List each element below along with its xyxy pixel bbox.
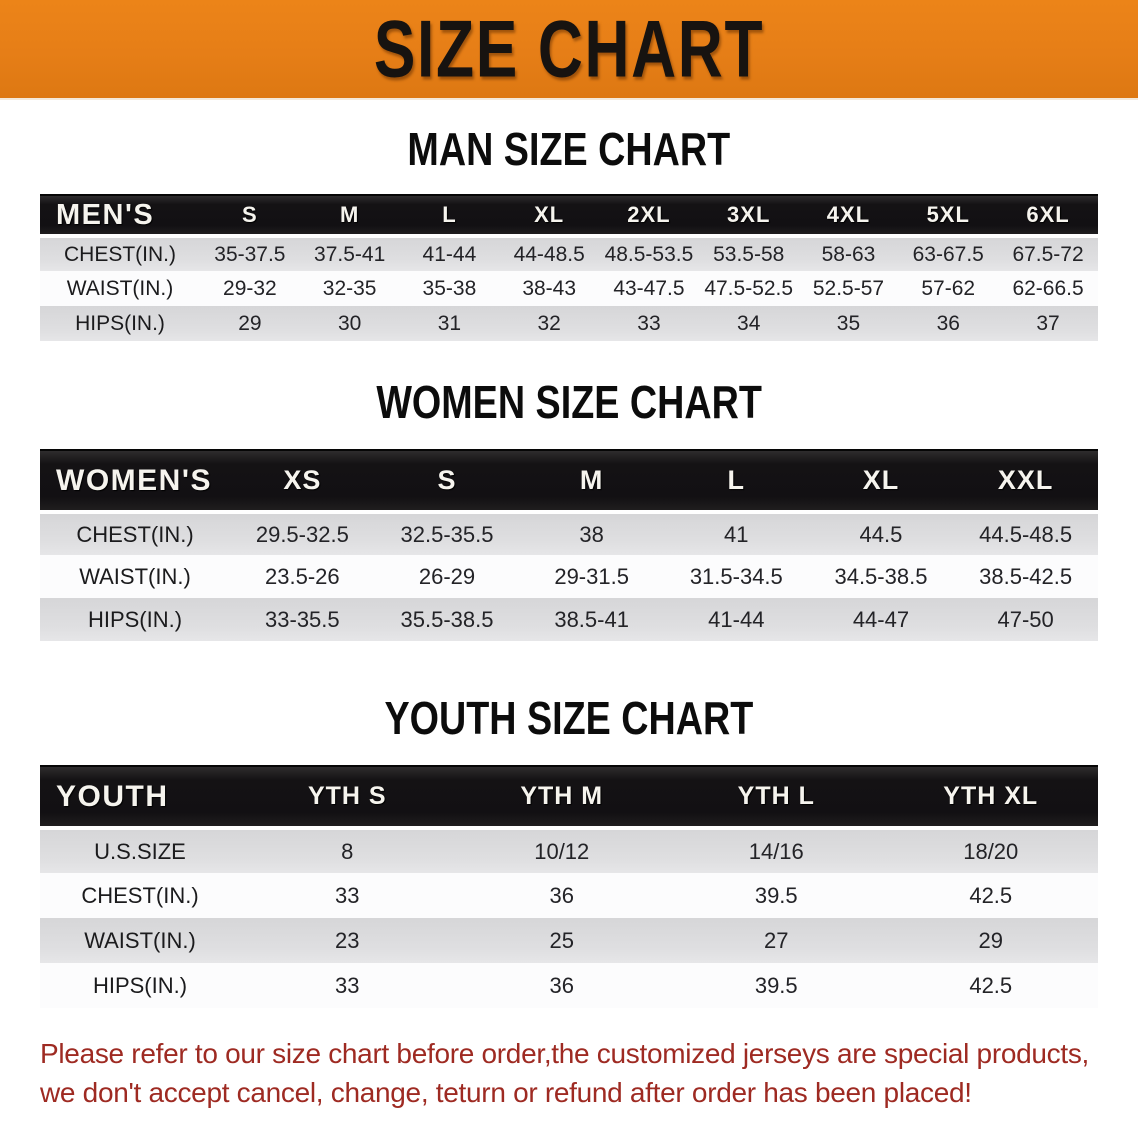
size-value-cell: 44-47 bbox=[809, 598, 954, 641]
row-label: WAIST(IN.) bbox=[40, 271, 200, 306]
table-row bbox=[40, 306, 1098, 341]
table-row bbox=[40, 555, 1098, 598]
row-label: WAIST(IN.) bbox=[40, 555, 230, 598]
size-value-cell: 57-62 bbox=[898, 271, 998, 306]
size-value-cell: 29-32 bbox=[200, 271, 300, 306]
size-value-cell: 29 bbox=[884, 918, 1099, 963]
row-label: HIPS(IN.) bbox=[40, 963, 240, 1008]
women-section-heading bbox=[0, 376, 1138, 428]
size-value-cell: 27 bbox=[669, 918, 884, 963]
size-value-cell: 23.5-26 bbox=[230, 555, 375, 598]
size-value-cell: 53.5-58 bbox=[699, 236, 799, 271]
size-column-header: M bbox=[519, 450, 664, 512]
size-value-cell: 29 bbox=[200, 306, 300, 341]
row-label: CHEST(IN.) bbox=[40, 873, 240, 918]
size-header-row bbox=[40, 766, 1098, 828]
size-value-cell: 32 bbox=[499, 306, 599, 341]
size-value-cell: 48.5-53.5 bbox=[599, 236, 699, 271]
size-value-cell: 33 bbox=[599, 306, 699, 341]
size-value-cell: 33 bbox=[240, 873, 455, 918]
size-value-cell: 36 bbox=[455, 963, 670, 1008]
size-column-header: 4XL bbox=[799, 195, 899, 236]
size-value-cell: 37.5-41 bbox=[300, 236, 400, 271]
disclaimer-line-2: we don't accept cancel, change, teturn or refund after order has been placed! bbox=[40, 1077, 972, 1109]
size-value-cell: 52.5-57 bbox=[799, 271, 899, 306]
size-value-cell: 35-37.5 bbox=[200, 236, 300, 271]
size-value-cell: 63-67.5 bbox=[898, 236, 998, 271]
row-label: HIPS(IN.) bbox=[40, 306, 200, 341]
size-value-cell: 26-29 bbox=[375, 555, 520, 598]
size-value-cell: 44.5 bbox=[809, 512, 954, 555]
men-size-table bbox=[40, 194, 1098, 341]
size-value-cell: 42.5 bbox=[884, 963, 1099, 1008]
size-value-cell: 33 bbox=[240, 963, 455, 1008]
size-value-cell: 31 bbox=[400, 306, 500, 341]
table-row bbox=[40, 236, 1098, 271]
size-column-header: L bbox=[400, 195, 500, 236]
size-column-header: 5XL bbox=[898, 195, 998, 236]
size-value-cell: 41-44 bbox=[664, 598, 809, 641]
size-value-cell: 38.5-42.5 bbox=[953, 555, 1098, 598]
size-value-cell: 43-47.5 bbox=[599, 271, 699, 306]
size-value-cell: 25 bbox=[455, 918, 670, 963]
size-value-cell: 33-35.5 bbox=[230, 598, 375, 641]
size-value-cell: 36 bbox=[455, 873, 670, 918]
size-value-cell: 8 bbox=[240, 828, 455, 873]
women-size-table bbox=[40, 449, 1098, 641]
banner-title: SIZE CHART bbox=[373, 3, 765, 95]
size-value-cell: 35.5-38.5 bbox=[375, 598, 520, 641]
row-label: HIPS(IN.) bbox=[40, 598, 230, 641]
size-value-cell: 38-43 bbox=[499, 271, 599, 306]
size-value-cell: 42.5 bbox=[884, 873, 1099, 918]
size-column-header: YTH XL bbox=[884, 766, 1099, 828]
row-label: CHEST(IN.) bbox=[40, 512, 230, 555]
size-column-header: L bbox=[664, 450, 809, 512]
table-row bbox=[40, 828, 1098, 873]
size-column-header: XL bbox=[499, 195, 599, 236]
size-column-header: YTH S bbox=[240, 766, 455, 828]
row-label: CHEST(IN.) bbox=[40, 236, 200, 271]
size-value-cell: 41 bbox=[664, 512, 809, 555]
size-column-header: XL bbox=[809, 450, 954, 512]
table-row bbox=[40, 512, 1098, 555]
size-value-cell: 10/12 bbox=[455, 828, 670, 873]
size-value-cell: 35-38 bbox=[400, 271, 500, 306]
size-column-header: XXL bbox=[953, 450, 1098, 512]
man-section-heading bbox=[0, 123, 1138, 175]
size-value-cell: 29.5-32.5 bbox=[230, 512, 375, 555]
size-value-cell: 32-35 bbox=[300, 271, 400, 306]
size-value-cell: 34.5-38.5 bbox=[809, 555, 954, 598]
size-value-cell: 44-48.5 bbox=[499, 236, 599, 271]
disclaimer-line-1: Please refer to our size chart before order,the customized jerseys are special products, bbox=[40, 1038, 1090, 1069]
youth-heading-text: YOUTH SIZE CHART bbox=[384, 692, 754, 744]
size-value-cell: 18/20 bbox=[884, 828, 1099, 873]
row-label: WAIST(IN.) bbox=[40, 918, 240, 963]
size-value-cell: 31.5-34.5 bbox=[664, 555, 809, 598]
youth-corner-label: YOUTH bbox=[40, 766, 240, 828]
table-row bbox=[40, 598, 1098, 641]
size-column-header: YTH L bbox=[669, 766, 884, 828]
size-value-cell: 29-31.5 bbox=[519, 555, 664, 598]
size-column-header: S bbox=[375, 450, 520, 512]
size-chart-banner bbox=[0, 0, 1138, 100]
size-value-cell: 44.5-48.5 bbox=[953, 512, 1098, 555]
youth-size-table bbox=[40, 765, 1098, 1008]
size-value-cell: 38.5-41 bbox=[519, 598, 664, 641]
size-value-cell: 62-66.5 bbox=[998, 271, 1098, 306]
women-size-table-host bbox=[0, 449, 1138, 641]
size-value-cell: 35 bbox=[799, 306, 899, 341]
women-corner-label: WOMEN'S bbox=[40, 450, 230, 512]
disclaimer-text bbox=[40, 1034, 1100, 1112]
youth-size-table-host bbox=[0, 765, 1138, 1008]
size-value-cell: 32.5-35.5 bbox=[375, 512, 520, 555]
size-column-header: 3XL bbox=[699, 195, 799, 236]
size-value-cell: 34 bbox=[699, 306, 799, 341]
size-header-row bbox=[40, 450, 1098, 512]
size-column-header: XS bbox=[230, 450, 375, 512]
size-value-cell: 14/16 bbox=[669, 828, 884, 873]
man-heading-text: MAN SIZE CHART bbox=[407, 123, 731, 175]
table-row bbox=[40, 873, 1098, 918]
size-header-row bbox=[40, 195, 1098, 236]
size-value-cell: 39.5 bbox=[669, 873, 884, 918]
size-value-cell: 23 bbox=[240, 918, 455, 963]
size-column-header: 2XL bbox=[599, 195, 699, 236]
table-row bbox=[40, 963, 1098, 1008]
size-column-header: M bbox=[300, 195, 400, 236]
size-value-cell: 47-50 bbox=[953, 598, 1098, 641]
size-value-cell: 58-63 bbox=[799, 236, 899, 271]
men-size-table-host bbox=[0, 194, 1138, 341]
men-corner-label: MEN'S bbox=[40, 195, 200, 236]
size-value-cell: 30 bbox=[300, 306, 400, 341]
size-value-cell: 37 bbox=[998, 306, 1098, 341]
size-column-header: S bbox=[200, 195, 300, 236]
size-value-cell: 36 bbox=[898, 306, 998, 341]
youth-section-heading bbox=[0, 692, 1138, 744]
size-column-header: 6XL bbox=[998, 195, 1098, 236]
size-column-header: YTH M bbox=[455, 766, 670, 828]
table-row bbox=[40, 271, 1098, 306]
size-value-cell: 38 bbox=[519, 512, 664, 555]
size-value-cell: 39.5 bbox=[669, 963, 884, 1008]
women-heading-text: WOMEN SIZE CHART bbox=[376, 376, 762, 428]
size-value-cell: 41-44 bbox=[400, 236, 500, 271]
size-value-cell: 47.5-52.5 bbox=[699, 271, 799, 306]
row-label: U.S.SIZE bbox=[40, 828, 240, 873]
size-value-cell: 67.5-72 bbox=[998, 236, 1098, 271]
table-row bbox=[40, 918, 1098, 963]
